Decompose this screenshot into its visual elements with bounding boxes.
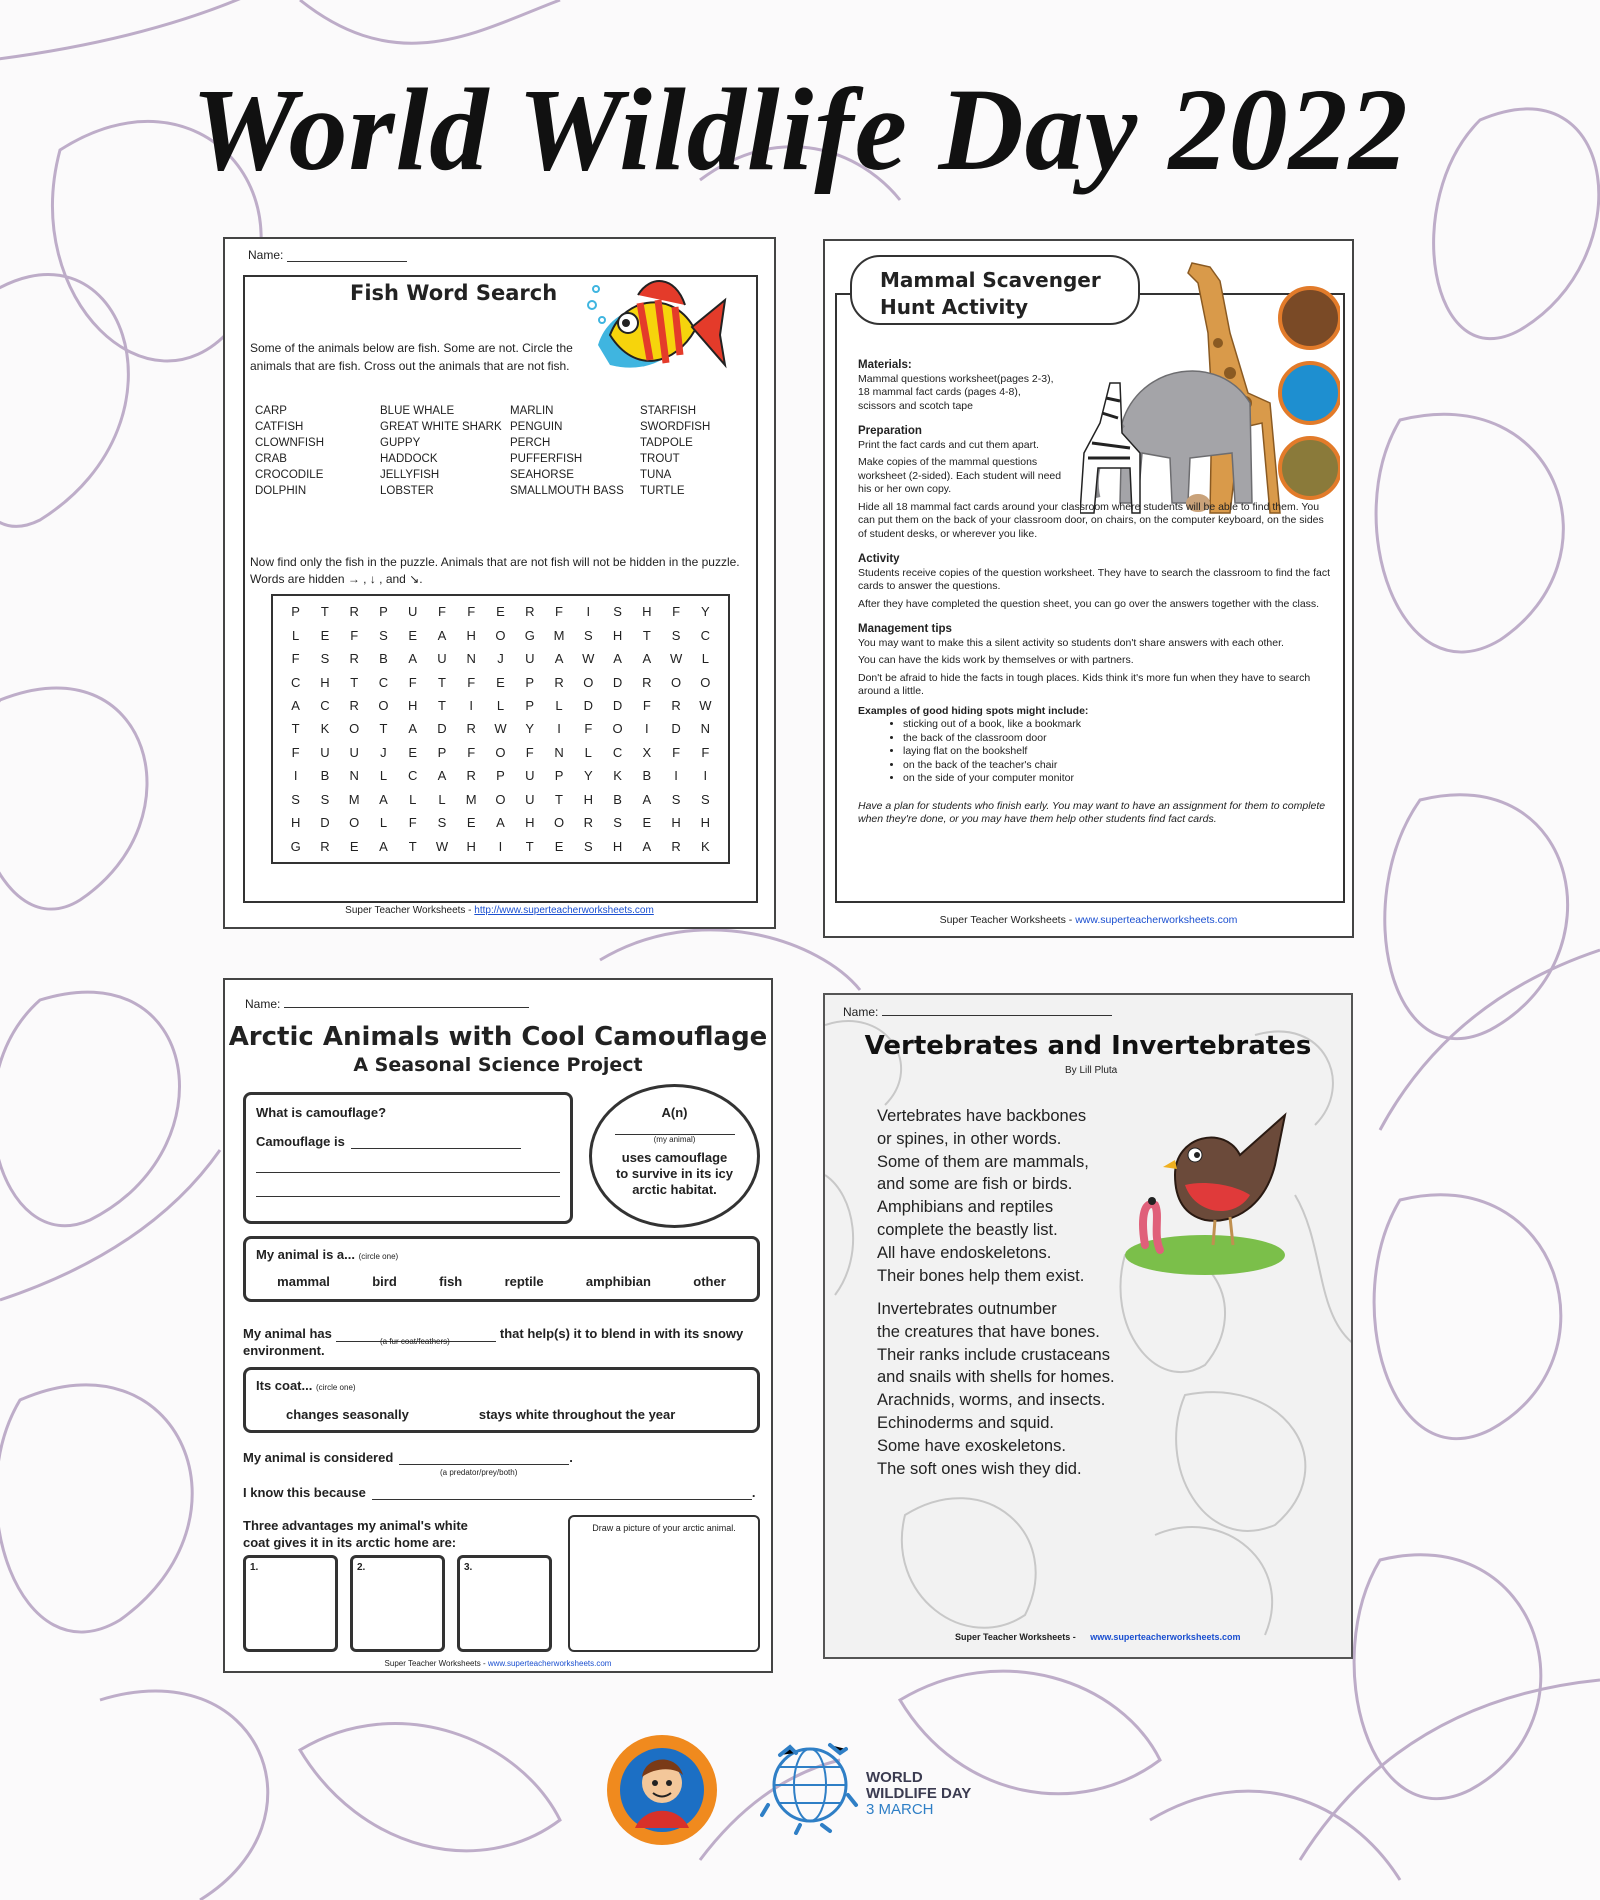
animal-item[interactable]: SMALLMOUTH BASS bbox=[510, 485, 624, 497]
grid-letter[interactable]: F bbox=[642, 698, 651, 714]
grid-letter[interactable]: O bbox=[349, 721, 360, 737]
animal-item[interactable]: TURTLE bbox=[640, 485, 685, 497]
grid-letter[interactable]: E bbox=[496, 674, 505, 690]
animal-type-box: My animal is a... (circle one) mammal bird fish reptile amphibian other bbox=[243, 1236, 760, 1302]
grid-letter[interactable]: E bbox=[554, 838, 564, 854]
word-search-grid[interactable] bbox=[271, 594, 730, 864]
grid-letter[interactable]: E bbox=[466, 815, 476, 831]
footer-link[interactable]: www.superteacherworksheets.com bbox=[1090, 1632, 1241, 1642]
grid-letter[interactable]: F bbox=[291, 744, 300, 760]
grid-letter[interactable]: E bbox=[642, 815, 652, 831]
grid-letter[interactable]: A bbox=[642, 791, 652, 807]
grid-letter[interactable]: H bbox=[408, 698, 418, 714]
grid-letter[interactable]: I bbox=[586, 604, 591, 620]
grid-letter[interactable]: K bbox=[320, 721, 330, 737]
grid-letter[interactable]: H bbox=[320, 674, 330, 690]
grid-letter[interactable]: F bbox=[584, 721, 593, 737]
grid-letter[interactable]: S bbox=[671, 627, 681, 643]
grid-letter[interactable]: L bbox=[438, 791, 446, 807]
grid-letter[interactable]: S bbox=[320, 651, 330, 667]
animal-item[interactable]: TROUT bbox=[640, 453, 680, 465]
grid-letter[interactable]: N bbox=[466, 651, 476, 667]
animal-item[interactable]: PENGUIN bbox=[510, 421, 563, 433]
grid-letter[interactable]: D bbox=[437, 721, 447, 737]
grid-letter[interactable]: B bbox=[613, 791, 622, 807]
grid-letter[interactable]: L bbox=[584, 744, 592, 760]
advantages-prompt: Three advantages my animal's white coat gives it in its arctic home are: bbox=[243, 1518, 468, 1550]
name-field: Name: bbox=[245, 997, 529, 1011]
animal-item[interactable]: DOLPHIN bbox=[255, 485, 307, 497]
grid-letter[interactable]: L bbox=[379, 815, 388, 831]
instructions-body: Materials: Mammal questions worksheet(pages 2-3), 18 mammal fact cards (pages 4-8), scissors and scotch tape Preparation Print the fact cards and cut them apart. Make copies of the mammal questions worksheet (2-sided). Each student will need his or her own copy. Hide all 18 mammal fact cards around your classroom where students will be able to find them. You can put them on the back of your classroom door, on chairs, on the computer keyboard, on the sides of student desks, or wherever you like. Activity Students receive copies of the question worksheet. They have to search the classroom to find the fact cards to answer the questions. After they have completed the question sheet, you can go over the answers together with the class. Management tips You may want to make this a silent activity so students don't share answers with each other. You can have the kids work by themselves or with partners. Don't be afraid to hide the facts in tough places. Kids think it's more fun when they have to search around a little. Examples of good hiding spots might include: • sticking out of a book, like a bookmark • the back of the classroom door • laying flat on the bookshelf • on the back of the teacher's chair • on the side of your computer monitor Have a plan for students who finish early. You may want to have an assignment for them to complete when they're done, or you may have them help other students find fact cards. bbox=[858, 347, 1333, 827]
my-animal-oval: A(n) (my animal) uses camouflage to survive in its icy arctic habitat. bbox=[589, 1084, 760, 1228]
grid-letter[interactable]: S bbox=[671, 791, 681, 807]
grid-letter[interactable]: C bbox=[700, 627, 711, 643]
grid-letter[interactable]: U bbox=[525, 651, 535, 667]
grid-letter[interactable]: L bbox=[496, 698, 505, 714]
drawing-box[interactable]: Draw a picture of your arctic animal. bbox=[568, 1515, 760, 1652]
grid-letter[interactable]: L bbox=[292, 627, 300, 643]
grid-letter[interactable]: G bbox=[524, 627, 535, 643]
grid-letter[interactable]: L bbox=[409, 791, 417, 807]
poem-stanza-1: Vertebrates have backbones or spines, in other words. Some of them are mammals, and some are fish or birds. Amphibians and reptiles complete the beastly list. All have endoskeletons. Their bones help them exist. bbox=[877, 1107, 1089, 1285]
grid-letter[interactable]: S bbox=[320, 791, 330, 807]
grid-letter[interactable]: I bbox=[703, 768, 708, 784]
grid-letter[interactable]: F bbox=[467, 674, 476, 690]
grid-letter[interactable]: H bbox=[612, 838, 623, 854]
option-amphibian[interactable]: amphibian bbox=[585, 1274, 651, 1289]
camouflage-definition-box: What is camouflage? Camouflage is bbox=[243, 1092, 573, 1224]
grid-letter[interactable]: S bbox=[613, 604, 622, 620]
animal-item[interactable]: CRAB bbox=[255, 453, 287, 465]
grid-letter[interactable]: P bbox=[525, 674, 535, 690]
grid-letter[interactable]: F bbox=[408, 815, 417, 831]
grid-letter[interactable]: H bbox=[700, 815, 711, 831]
grid-letter[interactable]: F bbox=[467, 744, 476, 760]
grid-letter[interactable]: X bbox=[642, 744, 652, 760]
option-mammal[interactable]: mammal bbox=[277, 1274, 330, 1289]
grid-letter[interactable]: O bbox=[553, 815, 565, 831]
grid-letter[interactable]: S bbox=[379, 627, 388, 643]
grid-letter[interactable]: S bbox=[613, 815, 622, 831]
worksheet-heading: Arctic Animals with Cool Camouflage bbox=[228, 1022, 768, 1052]
grid-letter[interactable]: F bbox=[672, 604, 681, 620]
grid-letter[interactable]: S bbox=[701, 791, 710, 807]
animal-item[interactable]: BLUE WHALE bbox=[380, 405, 455, 417]
grid-letter[interactable]: R bbox=[349, 698, 359, 714]
animal-has-line: My animal has that help(s) it to blend in with its snowy environment. bbox=[243, 1326, 744, 1358]
fish-word-search-worksheet[interactable] bbox=[223, 237, 776, 929]
grid-letter[interactable]: R bbox=[349, 604, 359, 620]
grid-letter[interactable]: A bbox=[408, 721, 418, 737]
grid-letter[interactable]: T bbox=[437, 674, 446, 690]
grid-letter[interactable]: F bbox=[350, 627, 359, 643]
grid-letter[interactable]: J bbox=[380, 744, 387, 760]
grid-letter[interactable]: B bbox=[642, 768, 652, 784]
grid-letter[interactable]: N bbox=[554, 744, 564, 760]
grid-letter[interactable]: U bbox=[349, 744, 359, 760]
option-other[interactable]: other bbox=[693, 1274, 726, 1289]
grid-letter[interactable]: D bbox=[583, 698, 593, 714]
poem-stanza-2: Invertebrates outnumber the creatures that have bones. Their ranks include crustaceans and snails with shells for homes. Arachnids, worms, and insects. Echinoderms and squid. Some have exoskeletons. The soft ones wish they did. bbox=[877, 1300, 1115, 1478]
grid-letter[interactable]: D bbox=[320, 815, 330, 831]
animal-item[interactable]: HADDOCK bbox=[380, 453, 438, 465]
grid-letter[interactable]: U bbox=[437, 651, 447, 667]
super-teacher-worksheets-logo bbox=[605, 1733, 720, 1848]
intro-text: Some of the animals below are fish. Some are not. Circle the animals that are fish. Cross out the animals that are not fish. bbox=[250, 341, 573, 373]
grid-letter[interactable]: O bbox=[612, 721, 623, 737]
grid-letter[interactable]: H bbox=[290, 815, 301, 831]
world-wildlife-day-globe-logo bbox=[760, 1735, 860, 1835]
animal-item[interactable]: TUNA bbox=[640, 469, 672, 481]
grid-letter[interactable]: R bbox=[554, 674, 564, 690]
animal-item[interactable]: PUFFERFISH bbox=[510, 453, 583, 465]
animal-item[interactable]: GUPPY bbox=[380, 437, 421, 449]
grid-letter[interactable]: T bbox=[525, 838, 534, 854]
animal-item[interactable]: LOBSTER bbox=[380, 485, 434, 497]
grid-letter[interactable]: N bbox=[349, 768, 359, 784]
grid-letter[interactable]: A bbox=[437, 768, 447, 784]
option-changes-seasonally[interactable]: changes seasonally bbox=[286, 1407, 409, 1422]
worksheet-heading: Fish Word Search bbox=[350, 281, 558, 305]
grid-letter[interactable]: O bbox=[671, 674, 682, 690]
grid-letter[interactable]: I bbox=[469, 698, 474, 714]
footer-link[interactable]: http://www.superteacherworksheets.com bbox=[474, 905, 654, 916]
hiding-spots-list: • sticking out of a book, like a bookmark • the back of the classroom door • laying flat on the bookshelf • on the back of the teacher's chair • on the side of your computer monitor bbox=[903, 718, 1333, 786]
grid-letter[interactable]: I bbox=[557, 721, 561, 737]
vertebrates-poem-worksheet[interactable] bbox=[823, 993, 1353, 1659]
grid-letter[interactable]: D bbox=[612, 674, 623, 690]
grid-letter[interactable]: L bbox=[701, 651, 709, 667]
animal-item[interactable]: SEAHORSE bbox=[510, 469, 574, 481]
grid-letter[interactable]: H bbox=[525, 815, 535, 831]
coat-box: Its coat... (circle one) changes seasonally stays white throughout the year bbox=[243, 1367, 760, 1433]
grid-letter[interactable]: A bbox=[642, 838, 652, 854]
grid-letter[interactable]: I bbox=[293, 768, 298, 784]
arctic-camouflage-worksheet[interactable]: Name: Arctic Animals with Cool Camouflage A Seasonal Science Project What is camouflage? Camouflage is A(n) (my animal) uses camouflage to survive in its icy arctic habitat. My animal is a... (circle one) mammal bird fish reptile amphibian other My animal has that help(s) it to blend in with its snowy environment. (a fur coat/feathers) Its coat... (circle one) changes seasonally stays white throughout the year My animal is considered . (a predator/prey/both) I know this because . Three advantages my animal's white coat gives it in its arctic home are: 1. 2. 3. Draw a picture of your arctic animal. Super Teacher Worksheets - www.superteacherworksheets.com bbox=[223, 978, 773, 1673]
considered-line: My animal is considered . bbox=[243, 1450, 573, 1465]
world-wildlife-day-wordmark: WORLD WILDLIFE DAY 3 MARCH bbox=[866, 1769, 972, 1818]
worksheet-footer: Super Teacher Worksheets - www.superteacherworksheets.com bbox=[384, 1659, 612, 1668]
advantage-box-1[interactable]: 1. bbox=[243, 1555, 338, 1652]
grid-letter[interactable]: R bbox=[525, 604, 535, 620]
grid-letter[interactable]: E bbox=[496, 604, 505, 620]
animal-item[interactable]: MARLIN bbox=[510, 405, 554, 417]
grid-letter[interactable]: F bbox=[437, 604, 446, 620]
grid-letter[interactable]: D bbox=[671, 721, 681, 737]
animal-item[interactable]: PERCH bbox=[510, 437, 551, 449]
grid-letter[interactable]: C bbox=[612, 744, 623, 760]
grid-letter[interactable]: O bbox=[583, 674, 594, 690]
option-stays-white[interactable]: stays white throughout the year bbox=[478, 1407, 676, 1422]
grid-letter[interactable]: F bbox=[701, 744, 710, 760]
animal-item[interactable]: TADPOLE bbox=[640, 437, 693, 449]
footer-link[interactable]: www.superteacherworksheets.com bbox=[1075, 914, 1238, 926]
grid-letter[interactable]: H bbox=[671, 815, 681, 831]
grid-letter[interactable]: F bbox=[467, 604, 476, 620]
grid-letter[interactable]: H bbox=[642, 604, 652, 620]
puzzle-instructions: Now find only the fish in the puzzle. Animals that are not fish will not be hidden in the puzzle. Words are hidden → , ↓ , and ↘. bbox=[250, 555, 740, 586]
grid-letter[interactable]: P bbox=[291, 604, 300, 620]
animal-item[interactable]: CATFISH bbox=[255, 421, 304, 433]
grid-letter[interactable]: P bbox=[525, 698, 535, 714]
grid-letter[interactable]: Y bbox=[583, 768, 593, 784]
grid-letter[interactable]: R bbox=[349, 651, 359, 667]
grid-letter[interactable]: Y bbox=[701, 604, 710, 620]
option-fish[interactable]: fish bbox=[439, 1274, 463, 1289]
grid-letter[interactable]: R bbox=[466, 721, 476, 737]
mammal-scavenger-hunt-worksheet[interactable] bbox=[823, 239, 1354, 938]
grid-letter[interactable]: O bbox=[495, 791, 506, 807]
grid-letter[interactable]: T bbox=[320, 604, 329, 620]
grid-letter[interactable]: A bbox=[554, 651, 564, 667]
grid-letter[interactable]: O bbox=[495, 744, 506, 760]
grid-letter[interactable]: T bbox=[437, 698, 446, 714]
grid-letter[interactable]: N bbox=[700, 721, 711, 737]
footer-link[interactable]: www.superteacherworksheets.com bbox=[487, 1659, 612, 1668]
grid-letter[interactable]: F bbox=[408, 674, 417, 690]
animal-item[interactable]: CROCODILE bbox=[255, 469, 324, 481]
grid-letter[interactable]: S bbox=[583, 838, 593, 854]
grid-letter[interactable]: W bbox=[699, 698, 712, 714]
grid-letter[interactable]: H bbox=[583, 791, 593, 807]
grid-letter[interactable]: T bbox=[379, 721, 388, 737]
grid-letter[interactable]: O bbox=[349, 815, 360, 831]
robin-illustration bbox=[1115, 1105, 1305, 1280]
grid-letter[interactable]: F bbox=[672, 744, 681, 760]
fish-illustration bbox=[580, 265, 730, 395]
grid-letter[interactable]: W bbox=[494, 721, 507, 737]
advantage-box-2[interactable]: 2. bbox=[350, 1555, 445, 1652]
grid-letter[interactable]: Y bbox=[525, 721, 535, 737]
grid-letter[interactable]: I bbox=[645, 721, 649, 737]
grid-letter[interactable]: O bbox=[495, 627, 506, 643]
grid-letter[interactable]: P bbox=[437, 744, 447, 760]
grid-letter[interactable]: D bbox=[612, 698, 623, 714]
animal-item[interactable]: GREAT WHITE SHARK bbox=[380, 421, 502, 433]
name-field: Name: bbox=[248, 248, 407, 262]
name-field: Name: bbox=[843, 1005, 1112, 1019]
grid-letter[interactable]: T bbox=[408, 838, 417, 854]
grid-letter[interactable]: F bbox=[291, 651, 300, 667]
animal-item[interactable]: CARP bbox=[255, 405, 287, 417]
byline: By Lill Pluta bbox=[1065, 1065, 1118, 1076]
animal-item[interactable]: SWORDFISH bbox=[640, 421, 711, 433]
worksheet-heading: Vertebrates and Invertebrates bbox=[864, 1031, 1312, 1061]
grid-letter[interactable]: W bbox=[435, 838, 449, 854]
because-line: I know this because . bbox=[243, 1485, 756, 1500]
grid-letter[interactable]: R bbox=[466, 768, 476, 784]
grid-letter[interactable]: E bbox=[408, 744, 418, 760]
animal-item[interactable]: CLOWNFISH bbox=[255, 437, 324, 449]
grid-letter[interactable]: P bbox=[554, 768, 564, 784]
grid-letter[interactable]: R bbox=[642, 674, 652, 690]
grid-letter[interactable]: U bbox=[408, 604, 418, 620]
grid-letter[interactable]: T bbox=[555, 791, 563, 807]
grid-letter[interactable]: A bbox=[408, 651, 418, 667]
grid-letter[interactable]: H bbox=[466, 838, 476, 854]
page-title: World Wildlife Day 2022 bbox=[191, 64, 1409, 195]
grid-letter[interactable]: A bbox=[496, 815, 505, 831]
option-bird[interactable]: bird bbox=[372, 1274, 397, 1289]
grid-letter[interactable]: A bbox=[379, 838, 388, 854]
grid-letter[interactable]: K bbox=[613, 768, 622, 784]
grid-letter[interactable]: S bbox=[437, 815, 447, 831]
animal-item[interactable]: STARFISH bbox=[640, 405, 697, 417]
grid-letter[interactable]: W bbox=[582, 651, 595, 667]
grid-letter[interactable]: T bbox=[291, 721, 300, 737]
grid-letter[interactable]: E bbox=[408, 627, 418, 643]
grid-letter[interactable]: B bbox=[379, 651, 388, 667]
grid-letter[interactable]: F bbox=[525, 744, 534, 760]
grid-letter[interactable]: A bbox=[291, 698, 300, 714]
grid-letter[interactable]: S bbox=[583, 627, 593, 643]
worksheet-footer: Super Teacher Worksheets - www.superteacherworksheets.com bbox=[939, 914, 1238, 926]
grid-letter[interactable]: A bbox=[642, 651, 652, 667]
grid-letter[interactable]: I bbox=[498, 838, 503, 854]
advantage-box-3[interactable]: 3. bbox=[457, 1555, 552, 1652]
grid-letter[interactable]: J bbox=[497, 651, 504, 667]
grid-letter[interactable]: H bbox=[466, 627, 476, 643]
grid-letter[interactable]: U bbox=[320, 744, 330, 760]
grid-letter[interactable]: B bbox=[320, 768, 330, 784]
worksheet-subheading: A Seasonal Science Project bbox=[353, 1054, 643, 1076]
worksheet-heading: Mammal Scavenger Hunt Activity bbox=[850, 255, 1140, 325]
grid-letter[interactable]: L bbox=[555, 698, 563, 714]
grid-letter[interactable]: E bbox=[320, 627, 330, 643]
grid-letter[interactable]: S bbox=[291, 791, 300, 807]
grid-letter[interactable]: O bbox=[378, 698, 389, 714]
worksheet-footer: Super Teacher Worksheets - http://www.superteacherworksheets.com bbox=[345, 905, 654, 916]
grid-letter[interactable]: R bbox=[583, 815, 593, 831]
grid-letter[interactable]: U bbox=[525, 791, 535, 807]
grid-letter[interactable]: R bbox=[671, 838, 681, 854]
grid-letter[interactable]: T bbox=[642, 627, 651, 643]
grid-letter[interactable]: L bbox=[379, 768, 388, 784]
grid-letter[interactable]: C bbox=[378, 674, 389, 690]
grid-letter[interactable]: E bbox=[349, 838, 359, 854]
grid-letter[interactable]: R bbox=[320, 838, 330, 854]
grid-letter[interactable]: G bbox=[290, 838, 301, 854]
animal-item[interactable]: JELLYFISH bbox=[380, 469, 440, 481]
grid-letter[interactable]: C bbox=[290, 674, 301, 690]
grid-letter[interactable]: C bbox=[320, 698, 330, 714]
grid-letter[interactable]: T bbox=[350, 674, 359, 690]
grid-letter[interactable]: K bbox=[701, 838, 710, 854]
grid-letter[interactable]: A bbox=[379, 791, 388, 807]
grid-letter[interactable]: W bbox=[669, 651, 683, 667]
animal-list bbox=[255, 405, 735, 497]
grid-letter[interactable]: C bbox=[408, 768, 418, 784]
grid-letter[interactable]: F bbox=[555, 604, 563, 620]
grid-letter[interactable]: M bbox=[553, 627, 565, 643]
grid-letter[interactable]: R bbox=[671, 698, 681, 714]
grid-letter[interactable]: H bbox=[612, 627, 623, 643]
option-reptile[interactable]: reptile bbox=[504, 1274, 544, 1289]
grid-letter[interactable]: P bbox=[496, 768, 505, 784]
grid-letter[interactable]: M bbox=[348, 791, 360, 807]
grid-letter[interactable]: O bbox=[700, 674, 711, 690]
worksheet-footer: Super Teacher Worksheets - www.superteacherworksheets.com bbox=[955, 1632, 1241, 1642]
grid-letter[interactable]: P bbox=[379, 604, 388, 620]
grid-letter[interactable]: M bbox=[465, 791, 477, 807]
grid-letter[interactable]: I bbox=[674, 768, 678, 784]
grid-letter[interactable]: A bbox=[613, 651, 622, 667]
grid-letter[interactable]: U bbox=[525, 768, 535, 784]
grid-letter[interactable]: A bbox=[437, 627, 447, 643]
